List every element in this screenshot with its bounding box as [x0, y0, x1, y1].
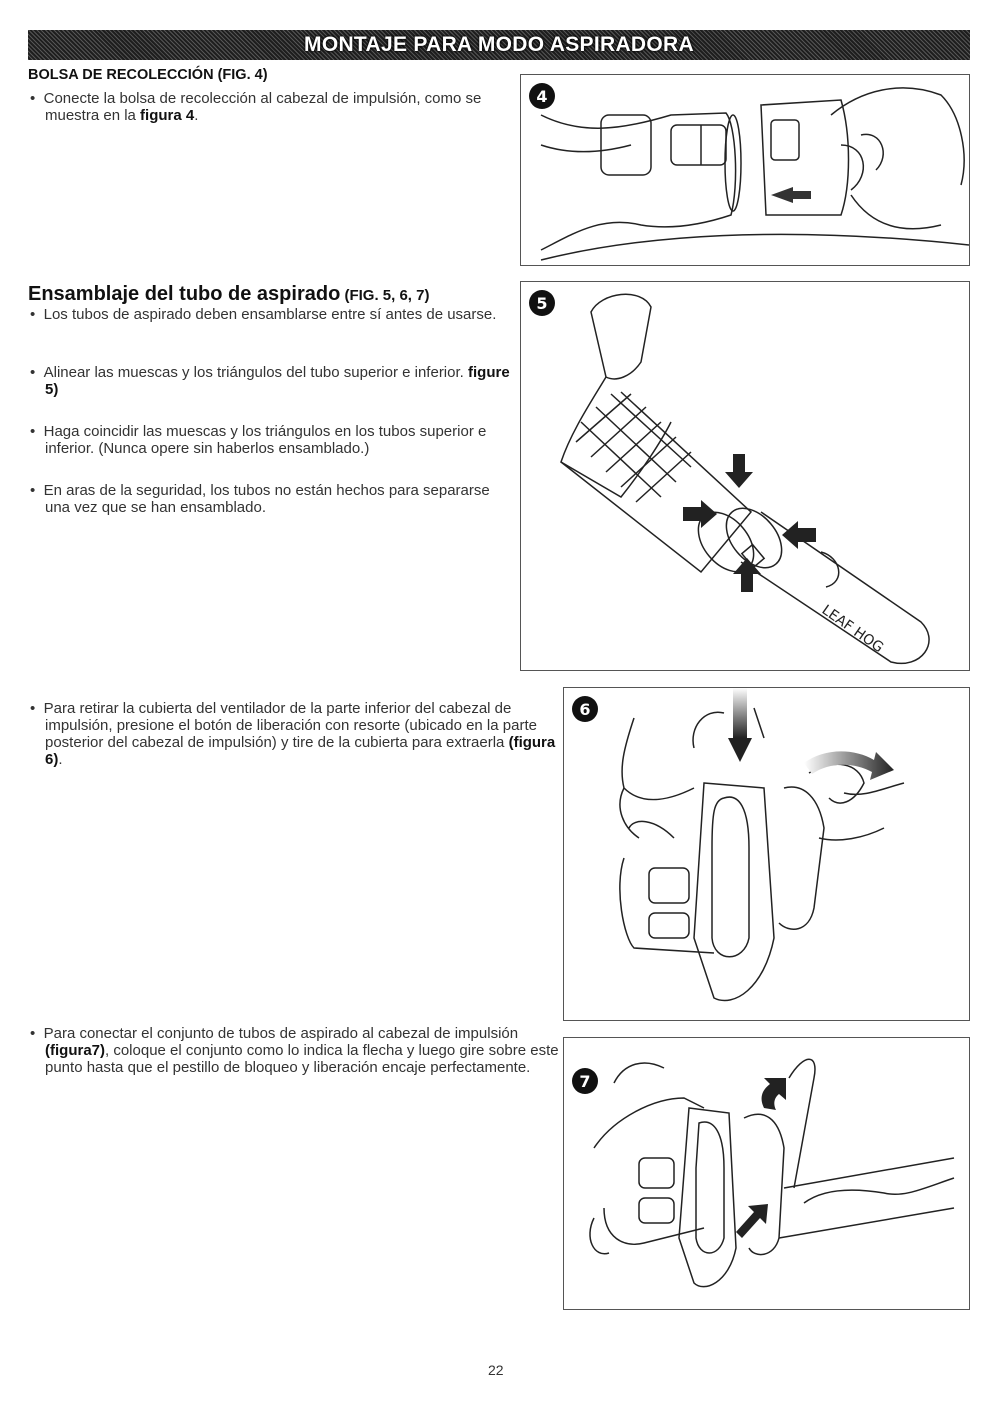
bullet: • — [30, 482, 36, 499]
figure-4 — [520, 74, 970, 266]
tube-connect-instruction — [30, 1025, 580, 1076]
instruction-text: En aras de la seguridad, los tubos no están hechos para separarse una vez que se han ensamblado. — [43, 482, 490, 516]
instruction-tail: . — [58, 751, 63, 768]
figure-6 — [563, 687, 970, 1021]
instruction-text: Para retirar la cubierta del ventilador de la parte inferior del cabezal de impulsión, presione el botón de liberación con resorte (ubicado en la parte posterior del cabezal de impulsión) y tire de la cubierta para extraerla — [43, 700, 537, 751]
figure-5-illustration — [521, 282, 969, 670]
instruction-text: Conecte la bolsa de recolección al cabezal de impulsión, como se muestra en la — [43, 90, 482, 124]
figure-7-number: 7 — [572, 1068, 598, 1094]
figure-reference: (figura7) — [45, 1042, 105, 1059]
bullet: • — [30, 1025, 36, 1042]
collection-bag-heading: BOLSA DE RECOLECCIÓN (FIG. 4) — [28, 67, 268, 83]
figure-6-number: 6 — [572, 696, 598, 722]
figure-reference: figure 5) — [45, 364, 510, 398]
tube-instruction-4 — [30, 482, 515, 516]
figure-7 — [563, 1037, 970, 1310]
collection-bag-instruction — [30, 90, 515, 124]
tube-instruction-1 — [30, 306, 515, 323]
tube-assembly-fig-ref: (FIG. 5, 6, 7) — [340, 287, 430, 304]
instruction-text: Los tubos de aspirado deben ensamblarse entre sí antes de usarse. — [43, 306, 497, 323]
tube-assembly-heading — [28, 283, 429, 306]
tube-label-text: LEAF HOG — [818, 602, 887, 657]
figure-4-number: 4 — [529, 83, 555, 109]
bullet: • — [30, 423, 36, 440]
figure-4-illustration — [521, 75, 969, 265]
page-number: 22 — [488, 1362, 504, 1378]
tube-assembly-title: Ensamblaje del tubo de aspirado — [28, 283, 341, 305]
banner-title: MONTAJE PARA MODO ASPIRADORA — [304, 33, 694, 56]
fan-cover-instruction — [30, 700, 575, 768]
instruction-text: Alinear las muescas y los triángulos del tubo superior e inferior. — [43, 364, 468, 381]
tube-instruction-3 — [30, 423, 537, 457]
tube-instruction-2 — [30, 364, 515, 398]
figure-reference: figura 4 — [140, 107, 195, 124]
instruction-tail: , coloque el conjunto como lo indica la flecha y luego gire sobre este punto hasta que el pestillo de bloqueo y liberación encaje perfectamente. — [45, 1042, 559, 1076]
bullet: • — [30, 90, 36, 107]
instruction-text: Para conectar el conjunto de tubos de aspirado al cabezal de impulsión — [43, 1025, 519, 1042]
figure-reference: (figura 6) — [45, 734, 556, 768]
figure-5-number: 5 — [529, 290, 555, 316]
figure-5 — [520, 281, 970, 671]
section-banner — [28, 30, 970, 60]
bullet: • — [30, 700, 36, 717]
bullet: • — [30, 364, 36, 381]
figure-7-illustration — [564, 1038, 969, 1309]
bullet: • — [30, 306, 36, 323]
instruction-text: Haga coincidir las muescas y los triángulos en los tubos superior e inferior. (Nunca opere sin haberlos ensamblado.) — [43, 423, 487, 457]
instruction-tail: . — [194, 107, 199, 124]
figure-6-illustration — [564, 688, 969, 1020]
